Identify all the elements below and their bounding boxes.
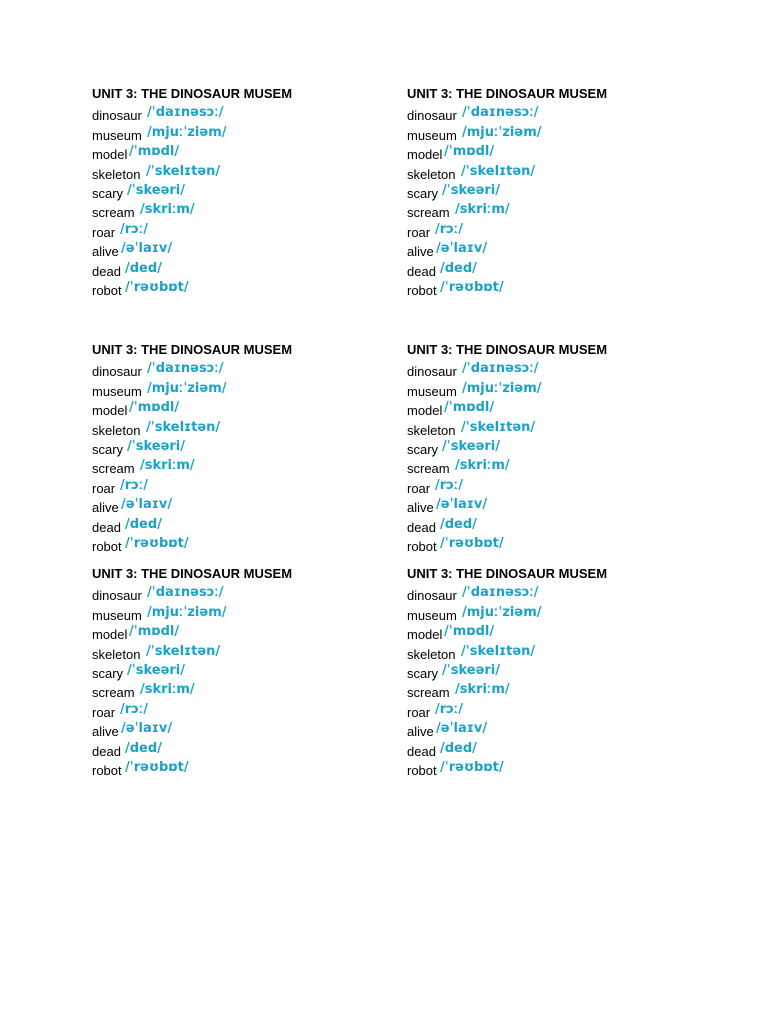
vocab-ipa: /mjuːˈziəm/ [147, 604, 227, 620]
vocab-ipa: /ˈmɒdl/ [129, 144, 180, 160]
vocab-ipa: /skriːm/ [455, 458, 510, 474]
vocab-row [407, 239, 567, 258]
vocab-word: dinosaur [92, 588, 142, 604]
vocab-row [407, 122, 567, 141]
vocab-ipa: /əˈlaɪv/ [121, 721, 173, 737]
vocab-ipa: /skriːm/ [140, 458, 195, 474]
vocab-row [92, 437, 252, 456]
vocab-ipa: /skriːm/ [455, 202, 510, 218]
vocab-word: skeleton [92, 166, 141, 182]
vocab-row [92, 583, 252, 602]
vocab-row [92, 456, 252, 475]
vocab-row [407, 661, 567, 680]
vocab-ipa: /ˈrəʊbɒt/ [440, 535, 504, 551]
vocab-row [92, 359, 252, 378]
vocab-row [407, 583, 567, 602]
unit-title: UNIT 3: THE DINOSAUR MUSEM [407, 342, 608, 357]
vocab-row [92, 219, 252, 238]
vocab-ipa: /rɔː/ [435, 701, 463, 717]
vocab-word: roar [407, 704, 431, 720]
vocab-word: museum [92, 383, 142, 399]
vocab-row [407, 398, 567, 417]
vocab-word: museum [92, 127, 142, 143]
vocab-row [407, 181, 567, 200]
vocab-block [92, 342, 392, 562]
vocab-ipa: /rɔː/ [120, 221, 148, 237]
vocab-word: museum [407, 383, 457, 399]
vocab-word: robot [92, 538, 122, 554]
vocab-word: robot [92, 762, 122, 778]
vocab-word: roar [92, 224, 116, 240]
vocab-row [407, 680, 567, 699]
vocab-ipa: /əˈlaɪv/ [436, 497, 488, 513]
vocab-word: skeleton [407, 166, 456, 182]
vocab-word: dinosaur [407, 588, 457, 604]
vocab-block [407, 566, 707, 786]
vocab-ipa: /ˈskelɪtən/ [461, 643, 536, 659]
vocab-word: scream [92, 685, 135, 701]
vocab-ipa: /ˈrəʊbɒt/ [125, 759, 189, 775]
vocab-word: alive [407, 500, 434, 516]
vocab-row [407, 641, 567, 660]
vocab-ipa: /ˈmɒdl/ [129, 400, 180, 416]
vocab-ipa: /əˈlaɪv/ [121, 497, 173, 513]
vocab-word: scream [92, 205, 135, 221]
vocab-row [407, 142, 567, 161]
vocab-row [92, 278, 252, 297]
vocab-word: model [407, 627, 443, 643]
vocab-row [92, 142, 252, 161]
vocab-word: scary [92, 441, 124, 457]
vocab-ipa: /ded/ [440, 740, 477, 756]
vocab-word: skeleton [407, 422, 456, 438]
vocab-word: dead [92, 519, 121, 535]
vocab-row [407, 719, 567, 738]
vocab-word: dead [407, 519, 436, 535]
vocab-block [407, 86, 707, 306]
vocab-row [92, 475, 252, 494]
vocab-word: roar [407, 480, 431, 496]
vocab-word: skeleton [407, 646, 456, 662]
vocab-ipa: /ˈmɒdl/ [444, 144, 495, 160]
unit-title: UNIT 3: THE DINOSAUR MUSEM [92, 86, 293, 101]
vocab-ipa: /ded/ [440, 260, 477, 276]
vocab-word: scary [407, 665, 439, 681]
vocab-ipa: /mjuːˈziəm/ [462, 124, 542, 140]
vocab-ipa: /əˈlaɪv/ [436, 241, 488, 257]
vocab-word: scream [92, 461, 135, 477]
vocab-ipa: /skriːm/ [140, 682, 195, 698]
vocab-word: skeleton [92, 646, 141, 662]
vocab-word: scary [407, 185, 439, 201]
vocab-ipa: /ˈskelɪtən/ [461, 419, 536, 435]
vocab-word: model [92, 627, 128, 643]
vocab-ipa: /ˈskelɪtən/ [146, 643, 221, 659]
vocab-ipa: /ˈdaɪnəsɔː/ [147, 361, 224, 377]
vocab-ipa: /ˈdaɪnəsɔː/ [462, 361, 539, 377]
vocab-row [92, 181, 252, 200]
vocab-word: alive [92, 500, 119, 516]
vocab-ipa: /ˈskelɪtən/ [461, 163, 536, 179]
vocab-row [407, 437, 567, 456]
unit-title: UNIT 3: THE DINOSAUR MUSEM [92, 566, 293, 581]
vocab-block [92, 566, 392, 786]
vocab-row [92, 738, 252, 757]
vocab-word: dead [92, 263, 121, 279]
vocab-word: scream [407, 461, 450, 477]
vocab-row [92, 495, 252, 514]
vocab-word: scream [407, 205, 450, 221]
vocab-word: dinosaur [92, 364, 142, 380]
vocab-ipa: /ˈskeəri/ [442, 662, 501, 678]
vocab-word: robot [407, 538, 437, 554]
vocab-ipa: /ded/ [125, 260, 162, 276]
vocab-row [92, 258, 252, 277]
vocab-row [92, 514, 252, 533]
vocab-word: dinosaur [407, 364, 457, 380]
vocab-row [92, 378, 252, 397]
vocab-row [92, 680, 252, 699]
vocab-row [407, 534, 567, 553]
vocab-row [407, 103, 567, 122]
vocab-word: model [92, 147, 128, 163]
vocab-ipa: /ˈrəʊbɒt/ [440, 759, 504, 775]
vocab-word: alive [407, 724, 434, 740]
vocab-word: dinosaur [407, 108, 457, 124]
vocab-word: roar [92, 704, 116, 720]
vocab-row [407, 200, 567, 219]
vocab-ipa: /ˈrəʊbɒt/ [125, 535, 189, 551]
vocab-ipa: /rɔː/ [435, 221, 463, 237]
vocab-row [92, 122, 252, 141]
vocab-ipa: /ded/ [125, 516, 162, 532]
vocab-word: scary [92, 185, 124, 201]
vocab-ipa: /ded/ [440, 516, 477, 532]
vocab-ipa: /mjuːˈziəm/ [462, 604, 542, 620]
vocab-word: robot [407, 282, 437, 298]
vocab-ipa: /ˈskeəri/ [127, 662, 186, 678]
vocab-row [407, 359, 567, 378]
vocab-word: dead [92, 743, 121, 759]
vocab-ipa: /mjuːˈziəm/ [462, 380, 542, 396]
vocab-row [92, 417, 252, 436]
vocab-ipa: /rɔː/ [120, 477, 148, 493]
vocab-ipa: /ded/ [125, 740, 162, 756]
vocab-row [407, 495, 567, 514]
vocab-word: alive [92, 244, 119, 260]
vocab-ipa: /ˈmɒdl/ [444, 400, 495, 416]
vocab-word: dead [407, 263, 436, 279]
vocab-word: robot [407, 762, 437, 778]
vocab-row [407, 602, 567, 621]
vocab-ipa: /əˈlaɪv/ [436, 721, 488, 737]
vocab-row [407, 219, 567, 238]
unit-title: UNIT 3: THE DINOSAUR MUSEM [92, 342, 293, 357]
vocab-word: skeleton [92, 422, 141, 438]
vocab-ipa: /ˈskeəri/ [127, 438, 186, 454]
vocab-ipa: /əˈlaɪv/ [121, 241, 173, 257]
vocab-word: model [407, 403, 443, 419]
vocab-ipa: /ˈskelɪtən/ [146, 419, 221, 435]
vocab-row [407, 378, 567, 397]
vocab-word: dead [407, 743, 436, 759]
vocab-row [92, 103, 252, 122]
vocab-row [92, 661, 252, 680]
vocab-row [407, 758, 567, 777]
vocab-block [92, 86, 392, 306]
vocab-row [92, 398, 252, 417]
vocab-row [92, 699, 252, 718]
vocab-ipa: /ˈdaɪnəsɔː/ [462, 105, 539, 121]
vocab-row [92, 161, 252, 180]
vocab-word: robot [92, 282, 122, 298]
vocab-ipa: /mjuːˈziəm/ [147, 380, 227, 396]
vocab-row [407, 161, 567, 180]
vocab-row [92, 622, 252, 641]
vocab-row [407, 417, 567, 436]
vocab-ipa: /ˈmɒdl/ [444, 624, 495, 640]
vocab-row [92, 719, 252, 738]
vocab-word: museum [407, 607, 457, 623]
vocab-word: alive [92, 724, 119, 740]
vocab-ipa: /rɔː/ [120, 701, 148, 717]
vocab-word: scream [407, 685, 450, 701]
vocab-ipa: /ˈskeəri/ [442, 182, 501, 198]
vocab-word: alive [407, 244, 434, 260]
vocab-row [407, 278, 567, 297]
vocab-word: roar [407, 224, 431, 240]
unit-title: UNIT 3: THE DINOSAUR MUSEM [407, 566, 608, 581]
vocab-row [92, 200, 252, 219]
vocab-word: scary [92, 665, 124, 681]
vocab-ipa: /ˈrəʊbɒt/ [440, 279, 504, 295]
vocab-row [407, 699, 567, 718]
vocab-row [407, 475, 567, 494]
vocab-word: model [407, 147, 443, 163]
vocab-word: model [92, 403, 128, 419]
vocab-ipa: /rɔː/ [435, 477, 463, 493]
vocab-ipa: /ˈskeəri/ [127, 182, 186, 198]
vocab-ipa: /ˈdaɪnəsɔː/ [462, 585, 539, 601]
vocab-row [407, 738, 567, 757]
vocab-row [407, 456, 567, 475]
vocab-word: museum [92, 607, 142, 623]
vocab-word: scary [407, 441, 439, 457]
vocab-ipa: /skriːm/ [140, 202, 195, 218]
vocab-word: museum [407, 127, 457, 143]
vocab-row [407, 258, 567, 277]
vocab-row [92, 641, 252, 660]
vocab-row [92, 534, 252, 553]
vocab-ipa: /mjuːˈziəm/ [147, 124, 227, 140]
vocab-ipa: /skriːm/ [455, 682, 510, 698]
vocab-block [407, 342, 707, 562]
vocab-word: dinosaur [92, 108, 142, 124]
vocab-ipa: /ˈskeəri/ [442, 438, 501, 454]
vocab-row [92, 758, 252, 777]
vocab-ipa: /ˈmɒdl/ [129, 624, 180, 640]
vocab-word: roar [92, 480, 116, 496]
vocab-row [92, 602, 252, 621]
vocab-row [92, 239, 252, 258]
vocab-row [407, 514, 567, 533]
vocab-ipa: /ˈdaɪnəsɔː/ [147, 105, 224, 121]
vocab-ipa: /ˈskelɪtən/ [146, 163, 221, 179]
vocab-ipa: /ˈrəʊbɒt/ [125, 279, 189, 295]
vocab-row [407, 622, 567, 641]
vocab-ipa: /ˈdaɪnəsɔː/ [147, 585, 224, 601]
unit-title: UNIT 3: THE DINOSAUR MUSEM [407, 86, 608, 101]
